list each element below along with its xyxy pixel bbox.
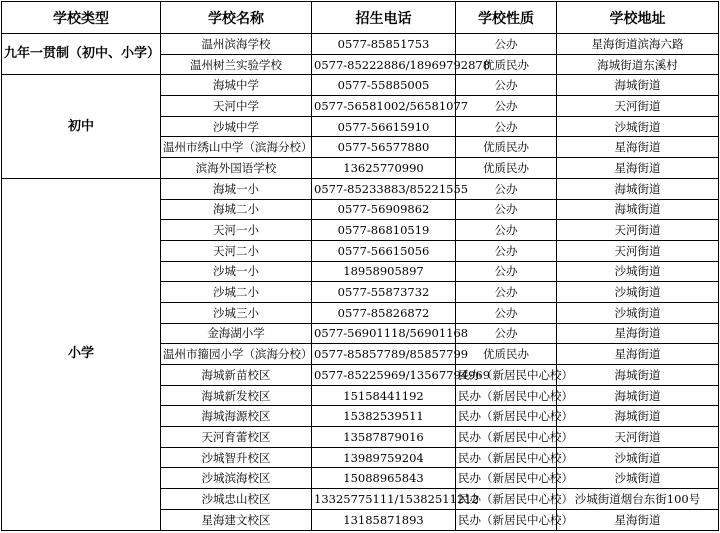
school-address-cell: 星海街道 xyxy=(557,158,719,179)
school-nature-cell: 公办 xyxy=(456,302,557,323)
enrollment-phone-cell: 13587879016 xyxy=(312,427,456,448)
enrollment-phone-cell: 0577-56901118/56901168 xyxy=(312,323,456,344)
school-enrollment-table xyxy=(1,1,719,531)
school-name-cell: 天河二小 xyxy=(161,240,312,261)
school-nature-cell: 民办（新居民中心校） xyxy=(456,468,557,489)
school-nature-cell: 公办 xyxy=(456,178,557,199)
school-name-cell: 天河育蕾校区 xyxy=(161,427,312,448)
school-address-cell: 海城街道 xyxy=(557,406,719,427)
school-nature-cell: 民办（新居民中心校） xyxy=(456,489,557,510)
school-nature-cell: 公办 xyxy=(456,96,557,117)
enrollment-phone-cell: 0577-85826872 xyxy=(312,302,456,323)
school-name-cell: 温州树兰实验学校 xyxy=(161,54,312,75)
school-name-cell: 温州滨海学校 xyxy=(161,34,312,55)
school-name-cell: 滨海外国语学校 xyxy=(161,158,312,179)
table-body xyxy=(2,34,719,531)
enrollment-phone-cell: 15382539511 xyxy=(312,406,456,427)
school-address-cell: 海城街道 xyxy=(557,199,719,220)
school-nature-cell: 公办 xyxy=(456,323,557,344)
school-name-cell: 天河中学 xyxy=(161,96,312,117)
school-address-cell: 天河街道 xyxy=(557,220,719,241)
school-address-cell: 海城街道东溪村 xyxy=(557,54,719,75)
school-name-cell: 沙城智升校区 xyxy=(161,447,312,468)
school-type-cell: 初中 xyxy=(2,75,161,178)
school-nature-cell: 公办 xyxy=(456,240,557,261)
school-nature-cell: 公办 xyxy=(456,116,557,137)
school-nature-cell: 民办（新居民中心校） xyxy=(456,447,557,468)
school-nature-cell: 民办（新居民中心校） xyxy=(456,365,557,386)
school-type-cell: 小学 xyxy=(2,178,161,530)
enrollment-phone-cell: 0577-85851753 xyxy=(312,34,456,55)
school-name-cell: 沙城滨海校区 xyxy=(161,468,312,489)
school-name-cell: 沙城三小 xyxy=(161,302,312,323)
school-nature-cell: 民办（新居民中心校） xyxy=(456,427,557,448)
enrollment-phone-cell: 0577-56577880 xyxy=(312,137,456,158)
enrollment-phone-cell: 13625770990 xyxy=(312,158,456,179)
enrollment-phone-cell: 0577-56615056 xyxy=(312,240,456,261)
school-name-cell: 沙城二小 xyxy=(161,282,312,303)
school-name-cell: 温州市绣山中学（滨海分校） xyxy=(161,137,312,158)
school-name-cell: 温州市籀园小学（滨海分校） xyxy=(161,344,312,365)
school-nature-cell: 优质民办 xyxy=(456,137,557,158)
table-row xyxy=(2,34,719,55)
enrollment-phone-cell: 0577-55885005 xyxy=(312,75,456,96)
enrollment-phone-cell: 0577-56615910 xyxy=(312,116,456,137)
school-nature-cell: 优质民办 xyxy=(456,54,557,75)
school-name-cell: 海城中学 xyxy=(161,75,312,96)
school-name-cell: 海城新发校区 xyxy=(161,385,312,406)
school-nature-cell: 民办（新居民中心校） xyxy=(456,406,557,427)
enrollment-phone-cell: 15088965843 xyxy=(312,468,456,489)
enrollment-phone-cell: 0577-56909862 xyxy=(312,199,456,220)
school-nature-cell: 优质民办 xyxy=(456,158,557,179)
school-address-cell: 沙城街道 xyxy=(557,282,719,303)
enrollment-phone-cell: 0577-56581002/56581077 xyxy=(312,96,456,117)
school-address-cell: 海城街道 xyxy=(557,385,719,406)
enrollment-phone-cell: 18958905897 xyxy=(312,261,456,282)
enrollment-phone-cell: 0577-85857789/85857799 xyxy=(312,344,456,365)
enrollment-phone-cell: 0577-85233883/85221555 xyxy=(312,178,456,199)
header-school-nature: 学校性质 xyxy=(456,2,557,34)
header-row xyxy=(2,2,719,34)
school-address-cell: 星海街道 xyxy=(557,344,719,365)
enrollment-phone-cell: 13325775111/15382511212 xyxy=(312,489,456,510)
header-school-type: 学校类型 xyxy=(2,2,161,34)
enrollment-phone-cell: 0577-86810519 xyxy=(312,220,456,241)
school-address-cell: 海城街道 xyxy=(557,365,719,386)
school-nature-cell: 公办 xyxy=(456,34,557,55)
school-address-cell: 沙城街道 xyxy=(557,116,719,137)
school-name-cell: 海城一小 xyxy=(161,178,312,199)
school-name-cell: 金海湖小学 xyxy=(161,323,312,344)
school-address-cell: 海城街道 xyxy=(557,178,719,199)
school-address-cell: 星海街道滨海六路 xyxy=(557,34,719,55)
table-row xyxy=(2,178,719,199)
school-address-cell: 天河街道 xyxy=(557,240,719,261)
school-name-cell: 海城海源校区 xyxy=(161,406,312,427)
school-address-cell: 天河街道 xyxy=(557,96,719,117)
school-nature-cell: 公办 xyxy=(456,282,557,303)
school-nature-cell: 公办 xyxy=(456,220,557,241)
school-address-cell: 沙城街道 xyxy=(557,468,719,489)
enrollment-phone-cell: 15158441192 xyxy=(312,385,456,406)
school-nature-cell: 公办 xyxy=(456,199,557,220)
school-address-cell: 星海街道 xyxy=(557,137,719,158)
school-address-cell: 星海街道 xyxy=(557,323,719,344)
school-address-cell: 沙城街道 xyxy=(557,302,719,323)
school-name-cell: 沙城忠山校区 xyxy=(161,489,312,510)
header-enrollment-phone: 招生电话 xyxy=(312,2,456,34)
school-name-cell: 沙城中学 xyxy=(161,116,312,137)
school-nature-cell: 公办 xyxy=(456,261,557,282)
school-address-cell: 沙城街道烟台东街100号 xyxy=(557,489,719,510)
enrollment-phone-cell: 13989759204 xyxy=(312,447,456,468)
school-address-cell: 天河街道 xyxy=(557,427,719,448)
school-name-cell: 星海建文校区 xyxy=(161,509,312,530)
school-address-cell: 沙城街道 xyxy=(557,261,719,282)
school-type-cell: 九年一贯制（初中、小学） xyxy=(2,34,161,75)
school-nature-cell: 民办（新居民中心校） xyxy=(456,385,557,406)
header-school-name: 学校名称 xyxy=(161,2,312,34)
enrollment-phone-cell: 0577-55873732 xyxy=(312,282,456,303)
school-address-cell: 海城街道 xyxy=(557,75,719,96)
school-name-cell: 天河一小 xyxy=(161,220,312,241)
school-address-cell: 星海街道 xyxy=(557,509,719,530)
school-nature-cell: 公办 xyxy=(456,75,557,96)
school-address-cell: 沙城街道 xyxy=(557,447,719,468)
enrollment-phone-cell: 0577-85225969/13567794969 xyxy=(312,365,456,386)
school-name-cell: 海城新苗校区 xyxy=(161,365,312,386)
enrollment-phone-cell: 0577-85222886/18969792878 xyxy=(312,54,456,75)
enrollment-phone-cell: 13185871893 xyxy=(312,509,456,530)
table-row xyxy=(2,75,719,96)
header-school-address: 学校地址 xyxy=(557,2,719,34)
school-name-cell: 海城二小 xyxy=(161,199,312,220)
school-nature-cell: 民办（新居民中心校） xyxy=(456,509,557,530)
school-name-cell: 沙城一小 xyxy=(161,261,312,282)
school-nature-cell: 优质民办 xyxy=(456,344,557,365)
